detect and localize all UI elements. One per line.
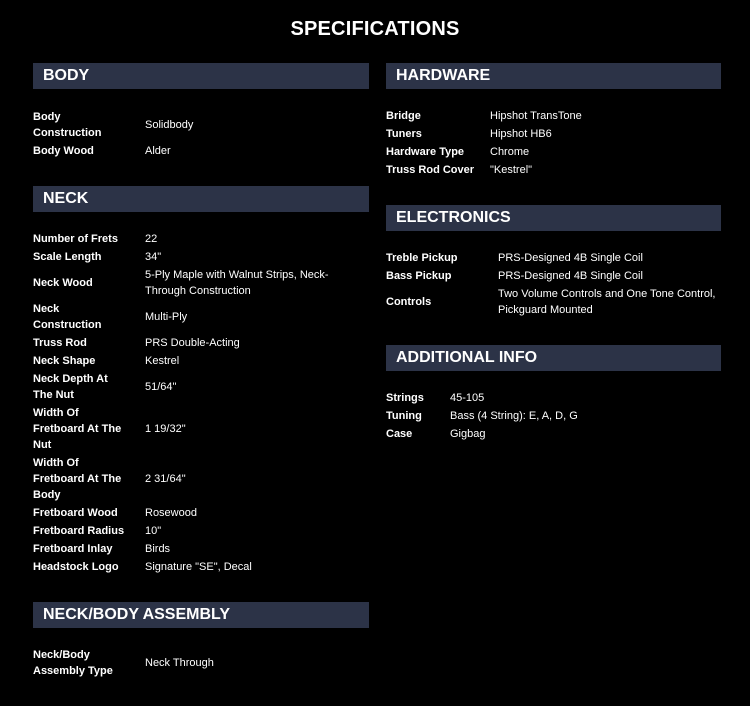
hardware-section xyxy=(386,63,721,179)
spec-row xyxy=(33,300,369,334)
spec-row xyxy=(386,161,721,179)
spec-row xyxy=(33,646,369,680)
neck-body-assembly-spec-table xyxy=(33,646,369,680)
spec-row xyxy=(386,285,721,319)
spec-value: Multi-Ply xyxy=(145,311,188,323)
spec-row xyxy=(33,370,369,404)
spec-label: Truss Rod xyxy=(33,337,87,349)
spec-value: 5-Ply Maple with Walnut Strips, Neck-Through Construction xyxy=(145,269,329,297)
body-section-header: BODY xyxy=(33,63,369,89)
spec-value: Gigbag xyxy=(450,428,486,440)
spec-label: Bridge xyxy=(386,110,421,122)
spec-value: Birds xyxy=(145,543,171,555)
spec-value: Alder xyxy=(145,145,171,157)
body-section xyxy=(33,63,369,160)
spec-label: Bass Pickup xyxy=(386,270,452,282)
spec-label: Number of Frets xyxy=(33,233,118,245)
spec-label: Width Of Fretboard At The Body xyxy=(33,457,122,501)
spec-label: Neck Construction xyxy=(33,303,102,331)
spec-row xyxy=(33,230,369,248)
hardware-spec-table xyxy=(386,107,721,179)
spec-value: 1 19/32" xyxy=(145,423,186,435)
spec-row xyxy=(33,504,369,522)
spec-value: PRS-Designed 4B Single Coil xyxy=(498,252,643,264)
spec-value: 22 xyxy=(145,233,158,245)
spec-value: 34" xyxy=(145,251,162,263)
spec-label: Strings xyxy=(386,392,424,404)
electronics-spec-table xyxy=(386,249,721,319)
page-title: SPECIFICATIONS xyxy=(290,18,460,40)
spec-row xyxy=(33,352,369,370)
spec-value: Rosewood xyxy=(145,507,197,519)
electronics-section-header: ELECTRONICS xyxy=(386,205,721,231)
spec-value: 51/64" xyxy=(145,381,177,393)
additional-info-section-header: ADDITIONAL INFO xyxy=(386,345,721,371)
body-spec-table xyxy=(33,107,369,160)
spec-label: Case xyxy=(386,428,413,440)
spec-label: Fretboard Inlay xyxy=(33,543,113,555)
spec-label: Tuners xyxy=(386,128,422,140)
spec-label: Truss Rod Cover xyxy=(386,164,475,176)
neck-section xyxy=(33,186,369,576)
spec-value: Chrome xyxy=(490,146,530,158)
spec-value: Neck Through xyxy=(145,657,214,669)
spec-value: 10" xyxy=(145,525,162,537)
left-column xyxy=(33,63,369,706)
spec-row xyxy=(386,125,721,143)
spec-label: Neck Wood xyxy=(33,277,93,289)
spec-row xyxy=(33,558,369,576)
spec-label: Body Wood xyxy=(33,145,94,157)
spec-row xyxy=(33,454,369,504)
spec-value: Two Volume Controls and One Tone Control, Pickguard Mounted xyxy=(498,288,716,316)
neck-body-assembly-section-header: NECK/BODY ASSEMBLY xyxy=(33,602,369,628)
spec-row xyxy=(33,248,369,266)
spec-value: Hipshot HB6 xyxy=(490,128,552,140)
spec-row xyxy=(33,540,369,558)
spec-value: PRS Double-Acting xyxy=(145,337,240,349)
spec-row xyxy=(33,404,369,454)
spec-label: Neck Shape xyxy=(33,355,96,367)
right-column xyxy=(386,63,721,469)
spec-label: Fretboard Radius xyxy=(33,525,125,537)
spec-row xyxy=(386,267,721,285)
spec-row xyxy=(33,142,369,160)
spec-label: Neck/Body Assembly Type xyxy=(33,649,113,677)
spec-row xyxy=(33,334,369,352)
spec-row xyxy=(386,249,721,267)
spec-label: Tuning xyxy=(386,410,422,422)
spec-label: Neck Depth At The Nut xyxy=(33,373,108,401)
additional-info-section xyxy=(386,345,721,443)
spec-row xyxy=(386,389,721,407)
spec-value: Kestrel xyxy=(145,355,180,367)
spec-row xyxy=(33,107,369,142)
spec-row xyxy=(386,143,721,161)
spec-value: Hipshot TransTone xyxy=(490,110,582,122)
spec-label: Body Construction xyxy=(33,111,102,139)
spec-label: Hardware Type xyxy=(386,146,465,158)
hardware-section-header: HARDWARE xyxy=(386,63,721,89)
additional-info-spec-table xyxy=(386,389,721,443)
spec-label: Fretboard Wood xyxy=(33,507,118,519)
spec-label: Width Of Fretboard At The Nut xyxy=(33,407,122,451)
spec-value: 45-105 xyxy=(450,392,485,404)
spec-value: 2 31/64" xyxy=(145,473,186,485)
spec-row xyxy=(33,522,369,540)
electronics-section xyxy=(386,205,721,319)
spec-row xyxy=(386,407,721,425)
neck-spec-table xyxy=(33,230,369,576)
neck-body-assembly-section xyxy=(33,602,369,680)
spec-label: Controls xyxy=(386,296,432,308)
spec-row xyxy=(386,425,721,443)
spec-value: PRS-Designed 4B Single Coil xyxy=(498,270,643,282)
spec-value: "Kestrel" xyxy=(490,164,533,176)
spec-label: Treble Pickup xyxy=(386,252,458,264)
spec-row xyxy=(386,107,721,125)
spec-label: Scale Length xyxy=(33,251,102,263)
spec-value: Solidbody xyxy=(145,118,194,131)
spec-value: Signature "SE", Decal xyxy=(145,561,252,573)
spec-row xyxy=(33,266,369,300)
neck-section-header: NECK xyxy=(33,186,369,212)
spec-label: Headstock Logo xyxy=(33,561,119,573)
spec-value: Bass (4 String): E, A, D, G xyxy=(450,410,578,422)
